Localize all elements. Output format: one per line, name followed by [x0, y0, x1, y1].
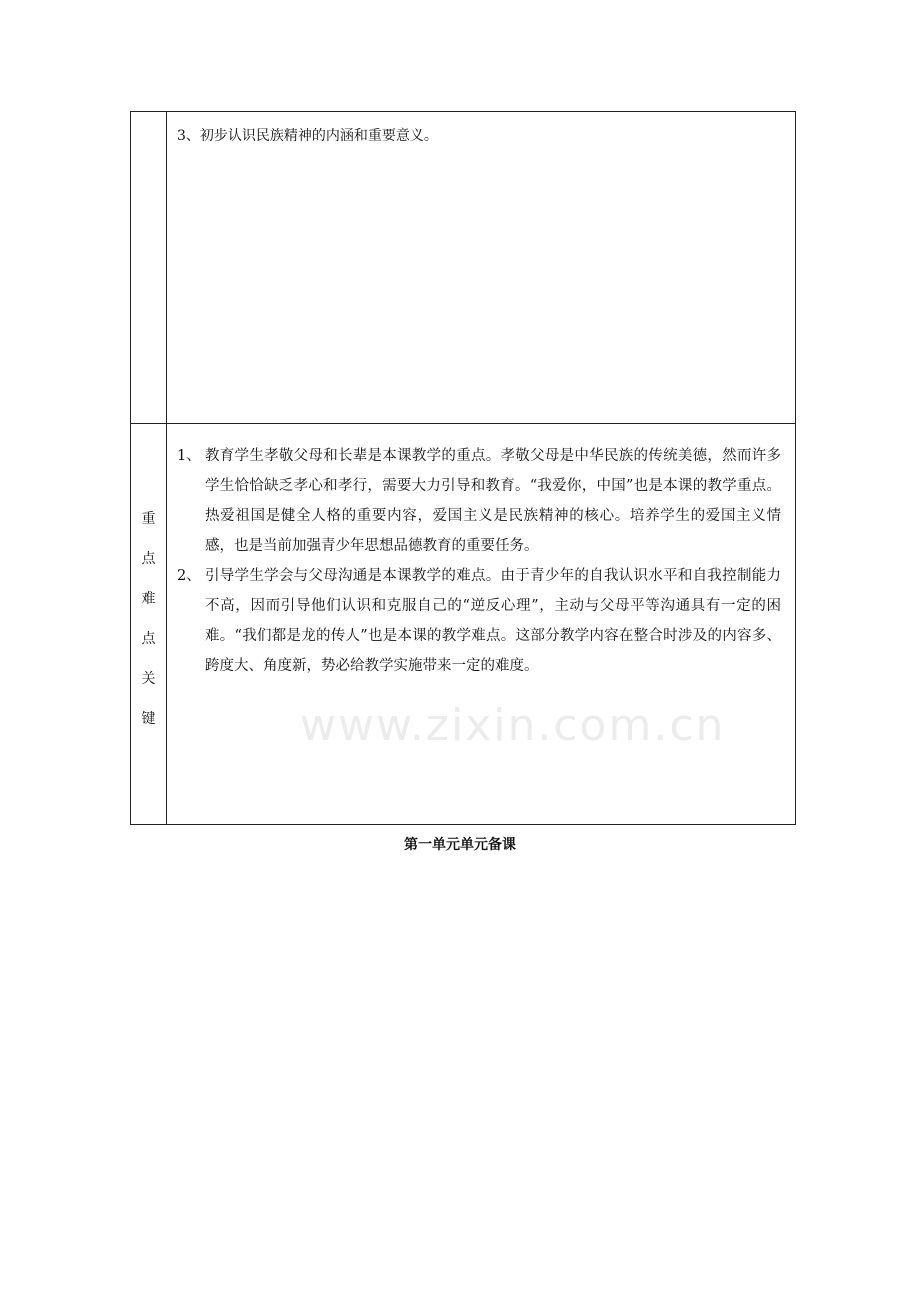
objectives-content-cell [167, 112, 796, 424]
unit-title: 第一单元单元备课 [404, 837, 516, 853]
lesson-plan-table [130, 111, 796, 825]
objectives-row [131, 112, 796, 424]
key-point-number: 2、 [177, 568, 201, 584]
watermark: www.zixin.com.cn [300, 700, 726, 751]
key-points-row [131, 424, 796, 825]
objective-item-3: 3、初步认识民族精神的内涵和重要意义。 [177, 128, 438, 144]
key-point-item [177, 441, 781, 561]
key-point-item [177, 561, 781, 681]
label-char: 难 [141, 591, 156, 607]
label-char: 重 [141, 511, 156, 527]
label-char: 关 [141, 671, 156, 687]
key-points-label-cell [131, 424, 167, 825]
key-point-number: 1、 [177, 448, 201, 464]
key-points-content-cell [167, 424, 796, 825]
key-point-text: 教育学生孝敬父母和长辈是本课教学的重点。孝敬父母是中华民族的传统美德，然而许多学生恰恰缺乏孝心和孝行，需要大力引导和教育。“我爱你，中国”也是本课的教学重点。热爱祖国是健全人格的重要内容，爱国主义是民族精神的核心。培养学生的爱国主义情感，也是当前加强青少年思想品德教育的重要任务。 [205, 448, 781, 554]
key-points-label [131, 499, 166, 739]
key-points-list [167, 424, 795, 681]
label-char: 点 [141, 631, 156, 647]
label-char: 点 [141, 551, 156, 567]
label-char: 键 [141, 711, 156, 727]
key-point-text: 引导学生学会与父母沟通是本课教学的难点。由于青少年的自我认识水平和自我控制能力不高，因而引导他们认识和克服自己的“逆反心理”，主动与父母平等沟通具有一定的困难。“我们都是龙的传人”也是本课的教学难点。这部分教学内容在整合时涉及的内容多、跨度大、角度新，势必给教学实施带来一定的难度。 [205, 568, 781, 674]
objectives-label-cell [131, 112, 167, 424]
